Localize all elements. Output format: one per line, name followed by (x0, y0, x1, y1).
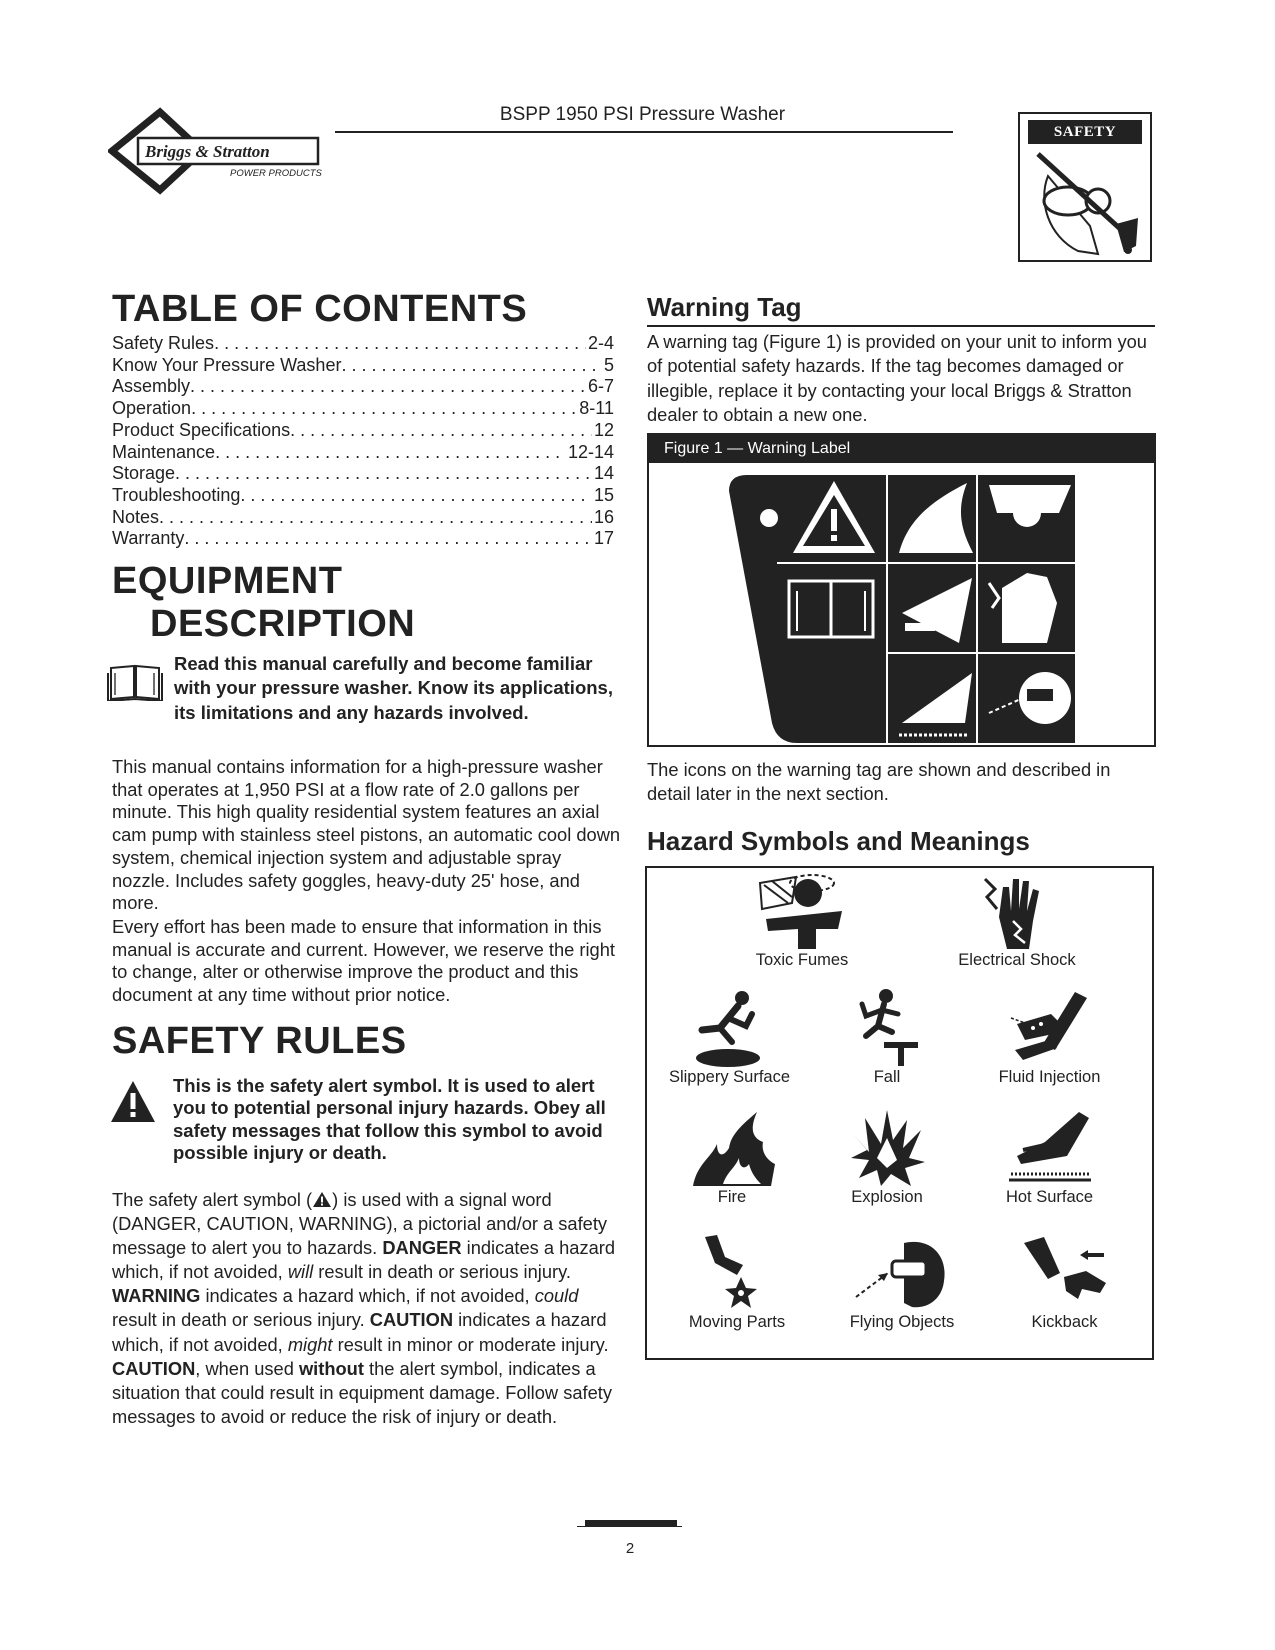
goggles-and-gun-icon (1028, 146, 1144, 258)
equipment-lead: Read this manual carefully and become familiar with your pressure washer. Know its applications, its limitations and any hazards involved. (174, 653, 613, 723)
toc-entry-page: 5 (603, 354, 614, 375)
section-rule (647, 325, 1155, 327)
toc-entry-label: Safety Rules (112, 333, 215, 353)
warning-label-icon (727, 473, 1075, 743)
toc-entry-page: 8-11 (579, 398, 614, 419)
hazard-label: Electrical Shock (958, 951, 1076, 969)
hazard-label: Moving Parts (688, 1313, 786, 1331)
hazard-item-slippery-surface (657, 988, 802, 1087)
toc-entry-label: Storage (112, 463, 176, 484)
toc-entry (112, 463, 614, 485)
hazard-label: Slippery Surface (668, 1068, 791, 1086)
figure-warning-label (647, 433, 1156, 747)
figure-caption: Figure 1 — Warning Label (649, 435, 1154, 463)
footer-rule (577, 1526, 682, 1527)
safety-lead: This is the safety alert symbol. It is used to alert you to potential personal injury hazards. Obey all safety messages that follow this symbol to avoid possible injury or death. (173, 1075, 606, 1163)
brand-logo (108, 106, 323, 196)
inline-alert-icon (312, 1191, 332, 1208)
toc-entry-page: 2-4 (587, 333, 614, 353)
toc-entry (112, 420, 614, 442)
toc-leader-dots (159, 507, 592, 529)
hazard-item-flying-objects (827, 1233, 977, 1332)
hazard-item-hot-surface (977, 1108, 1122, 1207)
hazard-item-kickback (992, 1233, 1137, 1332)
hazard-label: Explosion (851, 1188, 923, 1206)
hazard-item-fall (837, 988, 937, 1087)
toc-leader-dots (341, 355, 602, 377)
toc-leader-dots (214, 333, 586, 355)
toc-entry (112, 355, 614, 377)
toc-entry (112, 507, 614, 529)
flying-objects-icon (852, 1233, 952, 1313)
safety-rules-badge (1018, 112, 1152, 262)
toc-entry-page: 14 (593, 463, 614, 484)
hazard-symbols-title: Hazard Symbols and Meanings (647, 826, 1030, 856)
slippery-surface-icon (690, 988, 770, 1068)
toc-leader-dots (290, 420, 592, 442)
safety-alert-icon (110, 1079, 156, 1123)
fall-icon (852, 988, 922, 1068)
figure-description: The icons on the warning tag are shown and described in detail later in the next section. (647, 759, 1111, 805)
toc-leader-dots (191, 398, 577, 420)
warning-tag-title: Warning Tag (647, 292, 802, 322)
safety-rules-title: SAFETY RULES (112, 1020, 407, 1062)
toc-entry (112, 485, 614, 507)
toc-entry-label: Troubleshooting (112, 484, 241, 505)
document-title: BSPP 1950 PSI Pressure Washer (499, 104, 786, 125)
hazard-symbols-panel (645, 866, 1154, 1360)
hazard-label: Fall (873, 1068, 901, 1086)
toc-entry-page: 17 (593, 528, 614, 549)
toc-entry-page: 6-7 (587, 376, 614, 397)
moving-parts-icon (697, 1233, 777, 1313)
toc-title: TABLE OF CONTENTS (112, 288, 528, 330)
equipment-title: EQUIPMENT (112, 560, 343, 602)
toc-entry-label: Maintenance (112, 441, 216, 462)
hazard-label: Flying Objects (849, 1313, 955, 1331)
page-number: 2 (625, 1540, 635, 1557)
hazard-label: Kickback (1031, 1313, 1098, 1331)
fire-icon (687, 1108, 777, 1188)
toc-leader-dots (215, 442, 566, 464)
toc-entry (112, 376, 614, 398)
hazard-label: Fire (717, 1188, 747, 1206)
hazard-item-toxic-fumes (727, 873, 877, 970)
toc-entry-label: Product Specifications (112, 419, 291, 440)
explosion-icon (847, 1108, 927, 1188)
toc-entry (112, 333, 614, 355)
toc-entry-label: Assembly (112, 376, 191, 397)
electrical-shock-icon (977, 873, 1057, 951)
toxic-fumes-icon (752, 873, 852, 951)
hazard-item-fire (662, 1108, 802, 1207)
brand-sub: POWER PRODUCTS (230, 168, 322, 179)
warning-tag-body: A warning tag (Figure 1) is provided on your unit to inform you of potential safety hazards. If the tag becomes damaged or illegible, replace it by contacting your local Briggs & Stratton dealer to obtain a new one. (647, 331, 1147, 426)
hazard-label: Fluid Injection (998, 1068, 1101, 1086)
toc-entry-label: Notes (112, 506, 160, 527)
toc-leader-dots (240, 485, 592, 507)
toc-entry-label: Warranty (112, 528, 185, 549)
badge-label: SAFETY RULES (1028, 120, 1142, 144)
hazard-item-electrical-shock (937, 873, 1097, 970)
toc-entry-page: 12 (593, 419, 614, 440)
hot-surface-icon (1005, 1108, 1095, 1188)
toc-entry (112, 442, 614, 464)
table-of-contents (112, 333, 614, 550)
fluid-injection-icon (1005, 988, 1095, 1068)
hazard-item-moving-parts (657, 1233, 817, 1332)
toc-entry (112, 528, 614, 550)
toc-leader-dots (184, 528, 592, 550)
safety-body: The safety alert symbol ( ) is used with a signal word (DANGER, CAUTION, WARNING), a pictorial and/or a safety message to alert you to hazards. DANGER indicates a hazard which, if not avoided, will result in death or serious injury. WARNING indicates a hazard which, if not avoided, could result in death or serious injury. CAUTION indicates a hazard which, if not avoided, might result in minor or moderate injury. CAUTION, when used without the alert symbol, indicates a situation that could result in equipment damage. Follow safety messages to avoid or reduce the risk of injury or death. (112, 1189, 616, 1427)
toc-entry-page: 12-14 (567, 441, 614, 462)
manual-book-icon (107, 663, 163, 701)
toc-entry (112, 398, 614, 420)
equipment-paragraph: Every effort has been made to ensure that information in this manual is accurate and current. However, we reserve the right to change, alter or otherwise improve the product and this document at any time without prior notice. (112, 916, 615, 1006)
equipment-title-line2: DESCRIPTION (150, 603, 416, 645)
header-rule (335, 131, 953, 133)
toc-entry-label: Know Your Pressure Washer (112, 354, 342, 375)
brand-name: Briggs & Stratton (145, 142, 270, 161)
toc-leader-dots (175, 463, 592, 485)
hazard-item-explosion (817, 1108, 957, 1207)
hazard-item-fluid-injection (977, 988, 1122, 1087)
toc-entry-label: Operation (112, 398, 192, 419)
toc-entry-page: 15 (593, 484, 614, 505)
toc-leader-dots (190, 376, 586, 398)
hazard-label: Toxic Fumes (755, 951, 849, 969)
toc-entry-page: 16 (593, 506, 614, 527)
hazard-label: Hot Surface (1005, 1188, 1094, 1206)
kickback-icon (1020, 1233, 1110, 1313)
equipment-paragraph: This manual contains information for a high-pressure washer that operates at 1,950 PSI at a flow rate of 2.0 gallons per minute. This high quality residential system features an axial cam pump with stainless steel pistons, an automatic cool down system, chemical injection system and adjustable spray nozzle. Includes safety goggles, heavy-duty 25' hose, and more. (112, 756, 621, 914)
